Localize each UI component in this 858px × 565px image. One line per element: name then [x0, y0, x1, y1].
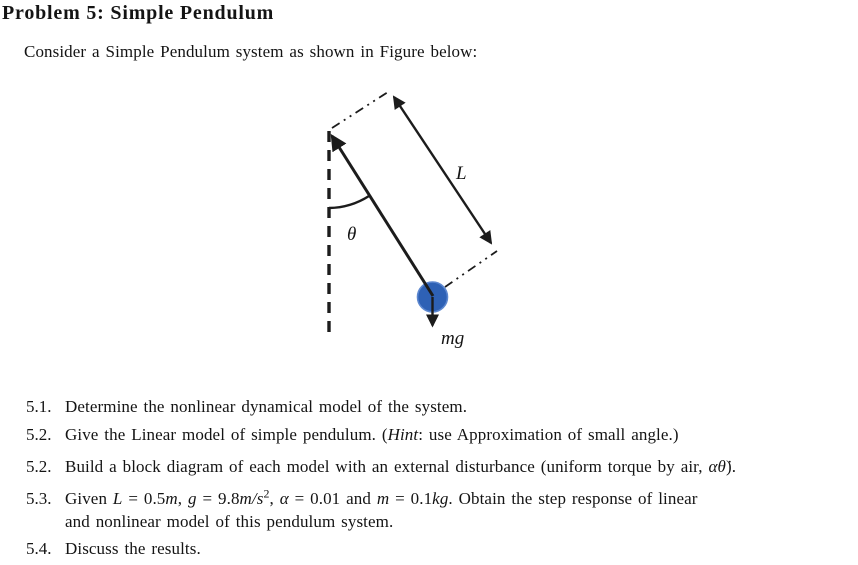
page-title: Problem 5: Simple Pendulum	[2, 2, 275, 24]
problem-number: 5.4.	[26, 539, 52, 558]
pendulum-figure	[300, 85, 515, 353]
problem-text: Discuss the results.	[65, 539, 201, 558]
length-arrow	[394, 97, 491, 243]
problem-number: 5.1.	[26, 397, 52, 416]
problem-number: 5.2.	[26, 425, 52, 444]
problem-item-5-2b	[0, 455, 858, 478]
problem-text: Build a block diagram of each model with an external disturbance (uniform torque by air, αθ̇).	[65, 457, 737, 476]
problem-item-5-4	[0, 537, 858, 560]
problem-item-5-3	[0, 487, 858, 533]
angle-arc	[329, 196, 369, 208]
problem-item-5-1	[0, 395, 858, 418]
problem-number: 5.2.	[26, 457, 52, 476]
angle-label: θ	[347, 224, 357, 245]
construction-line-top	[332, 92, 388, 128]
problem-item-5-2a	[0, 423, 858, 446]
intro-text: Consider a Simple Pendulum system as shown in Figure below:	[24, 42, 478, 61]
rod-line	[332, 136, 433, 296]
problem-text: Determine the nonlinear dynamical model of the system.	[65, 397, 468, 416]
length-label: L	[456, 163, 467, 184]
problem-text: Given L = 0.5m, $g = 9.8m/s^2$, α = 0.01 and m = 0.1kg. Obtain the step response of linear and nonlinear model of this pendulum system.	[65, 486, 698, 531]
weight-label: mg	[441, 328, 465, 349]
problem-text: Give the Linear model of simple pendulum. (Hint: use Approximation of small angle.)	[65, 425, 679, 444]
problem-number: 5.3.	[26, 489, 52, 508]
construction-line-bottom	[445, 251, 497, 287]
